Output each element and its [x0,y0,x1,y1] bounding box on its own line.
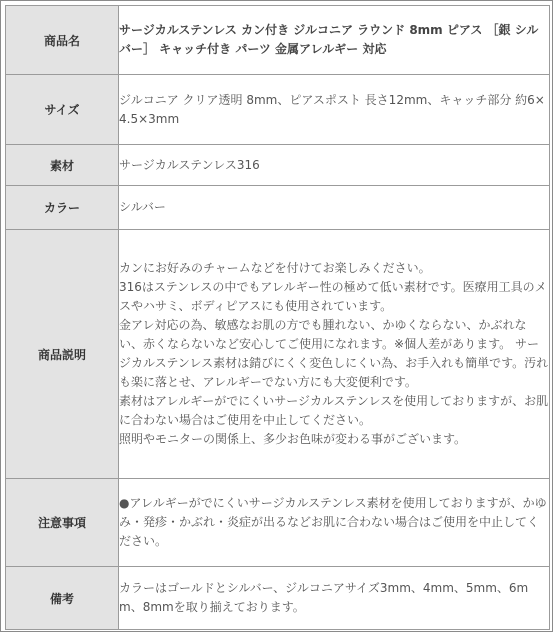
label-notes: 注意事項 [5,478,118,566]
row-color [5,185,550,229]
description-line: 照明やモニターの関係上、多少お色味が変わる事がございます。 [119,432,467,446]
row-material [5,144,550,185]
product-spec-table [5,5,550,630]
description-line: 316はステンレスの中でもアレルギー性の極めて低い素材です。医療用工具のメスやハサミ、ボディピアスにも使用されています。 [119,280,547,313]
label-remarks: 備考 [5,566,118,630]
value-size: ジルコニア クリア透明 8mm、ピアスポスト 長さ12mm、キャッチ部分 約6×4.5×3mm [118,74,550,144]
description-line: 金アレ対応の為、敏感なお肌の方でも腫れない、かゆくならない、かぶれない、赤くならないなど安心してご使用になれます。※個人差があります。 サージカルステンレス素材は錆びにくく変色しにくい為、お手入れも簡単です。汚れも楽に落とせ、アレルギーでない方にも大変便利です。 [119,318,549,389]
label-color: カラー [5,185,118,229]
value-color: シルバー [118,185,550,229]
label-size: サイズ [5,74,118,144]
label-material: 素材 [5,144,118,185]
label-description: 商品説明 [5,229,118,478]
value-product-name: サージカルステンレス カン付き ジルコニア ラウンド 8mm ピアス ［銀 シルバー］ キャッチ付き パーツ 金属アレルギー 対応 [118,5,550,74]
value-material: サージカルステンレス316 [118,144,550,185]
label-product-name: 商品名 [5,5,118,74]
value-remarks: カラーはゴールドとシルバー、ジルコニアサイズ3mm、4mm、5mm、6mm、8mmを取り揃えております。 [118,566,550,630]
row-size [5,74,550,144]
value-description [118,229,550,478]
row-product-name [5,5,550,74]
description-line: カンにお好みのチャームなどを付けてお楽しみください。 [119,261,431,275]
row-notes [5,478,550,566]
row-description [5,229,550,478]
description-line: 素材はアレルギーがでにくいサージカルステンレスを使用しておりますが、お肌に合わない場合はご使用を中止してください。 [119,394,549,427]
value-notes: ●アレルギーがでにくいサージカルステンレス素材を使用しておりますが、かゆみ・発疹・かぶれ・炎症が出るなどお肌に合わない場合はご使用を中止してください。 [118,478,550,566]
row-remarks [5,566,550,630]
